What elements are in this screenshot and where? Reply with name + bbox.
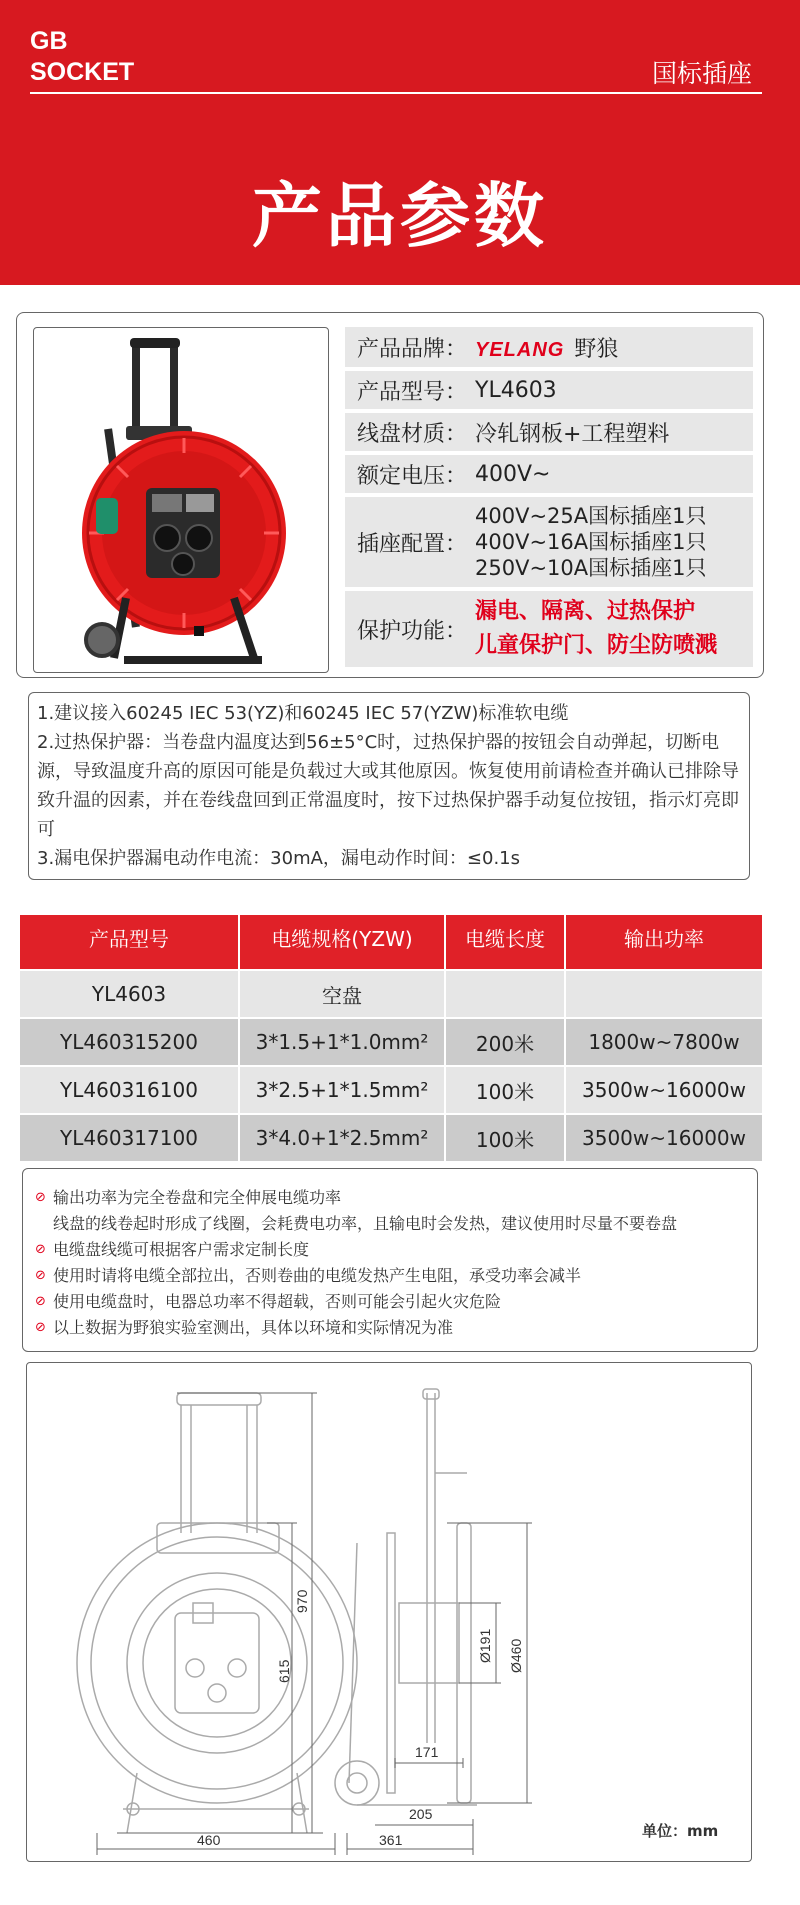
table-cell: 3*4.0+1*2.5mm² (239, 1114, 445, 1162)
table-cell: YL4603 (19, 970, 239, 1018)
header-divider (30, 92, 762, 94)
model-label: 产品型号： (357, 379, 468, 405)
cable-reel-image (34, 328, 329, 673)
protection-value-2: 儿童保护门、防尘防喷溅 (475, 633, 718, 658)
footnote-item (35, 1185, 745, 1211)
dim-970: 970 (294, 1589, 310, 1613)
side-view (335, 1389, 477, 1805)
front-view (77, 1393, 357, 1833)
header-model: 产品型号 (19, 914, 239, 970)
table-cell (445, 970, 565, 1018)
dim-205: 205 (409, 1806, 433, 1822)
footnote-text: 使用电缆盘时，电器总功率不得超载，否则可能会引起火灾危险 (53, 1292, 502, 1311)
material-label: 线盘材质： (357, 421, 468, 447)
footnote-item (35, 1315, 745, 1341)
table-cell: 200米 (445, 1018, 565, 1066)
technical-drawing (26, 1362, 752, 1862)
table-cell: 100米 (445, 1114, 565, 1162)
socket-value-3: 250V~10A国标插座1只 (475, 556, 707, 580)
spec-table (18, 913, 764, 1163)
protection-label: 保护功能： (357, 618, 468, 644)
spec-rows (345, 327, 753, 671)
header-banner (0, 0, 800, 285)
table-cell: 100米 (445, 1066, 565, 1114)
warning-icon: ⊘ (35, 1242, 46, 1257)
table-cell: 3500w~16000w (565, 1114, 763, 1162)
footnote-item (35, 1289, 745, 1315)
warning-icon: ⊘ (35, 1268, 46, 1283)
table-row (19, 1018, 763, 1066)
footnote-subtext: 线盘的线卷起时形成了线圈，会耗费电功率，且输电时会发热，建议使用时尽量不要卷盘 (53, 1214, 678, 1233)
dim-171: 171 (415, 1744, 439, 1760)
warning-icon: ⊘ (35, 1294, 46, 1309)
table-cell: 空盘 (239, 970, 445, 1018)
socket-value-2: 400V~16A国标插座1只 (475, 530, 707, 554)
product-photo (33, 327, 329, 673)
socket-value-1: 400V~25A国标插座1只 (475, 504, 707, 528)
table-cell: YL460315200 (19, 1018, 239, 1066)
table-row (19, 970, 763, 1018)
dimension-drawing (27, 1363, 753, 1863)
dim-460-width: 460 (197, 1832, 221, 1848)
footnote-item (35, 1263, 745, 1289)
dim-191: Ø191 (477, 1628, 493, 1663)
gb-line2: SOCKET (30, 58, 135, 86)
note-2: 2.过热保护器：当卷盘内温度达到56±5°C时，过热保护器的按钮会自动弹起，切断电源，导致温度升高的原因可能是负载过大或其他原因。恢复使用前请检查并确认已排除导致升温的因素，并在卷线盘回到正常温度时，按下过热保护器手动复位按钮，指示灯亮即可 (37, 732, 739, 840)
params-box (16, 312, 764, 678)
notes-box (28, 692, 750, 880)
table-cell: 3*1.5+1*1.0mm² (239, 1018, 445, 1066)
table-header-row (19, 914, 763, 970)
material-value: 冷轧钢板+工程塑料 (475, 421, 670, 447)
socket-values (475, 503, 753, 581)
dim-615: 615 (276, 1659, 292, 1683)
footnote-item (35, 1237, 745, 1263)
brand-value-wrap (475, 332, 753, 363)
footnote-text: 电缆盘线缆可根据客户需求定制长度 (53, 1240, 310, 1259)
brand-value: 野狼 (574, 336, 619, 362)
gb-line1: GB (30, 27, 68, 55)
brand-label: 产品品牌： (357, 336, 468, 362)
socket-label: 插座配置： (357, 531, 468, 557)
dim-361: 361 (379, 1832, 403, 1848)
table-cell: 3500w~16000w (565, 1066, 763, 1114)
unit-label: 单位：mm (642, 1822, 719, 1840)
warning-icon: ⊘ (35, 1190, 46, 1205)
header-output-power: 输出功率 (565, 914, 763, 970)
footnote-text: 输出功率为完全卷盘和完全伸展电缆功率 (53, 1188, 342, 1207)
table-row (19, 1066, 763, 1114)
header-cable-length: 电缆长度 (445, 914, 565, 970)
protection-value-1: 漏电、隔离、过热保护 (475, 599, 696, 624)
table-cell: 1800w~7800w (565, 1018, 763, 1066)
table-row (19, 1114, 763, 1162)
voltage-value: 400V~ (475, 461, 551, 487)
spec-row-model (345, 371, 753, 409)
table-cell (565, 970, 763, 1018)
footnote-text: 使用时请将电缆全部拉出，否则卷曲的电缆发热产生电阻，承受功率会减半 (53, 1266, 582, 1285)
dim-460-diameter: Ø460 (508, 1638, 524, 1673)
page-title: 产品参数 (252, 175, 548, 257)
header-tag: 国标插座 (651, 59, 752, 88)
note-3: 3.漏电保护器漏电动作电流：30mA，漏电动作时间：≤0.1s (37, 848, 521, 869)
protection-values (475, 595, 753, 663)
voltage-label: 额定电压： (357, 463, 468, 489)
gb-socket-label (30, 26, 134, 88)
table-cell: 3*2.5+1*1.5mm² (239, 1066, 445, 1114)
brand-logo: YELANG (475, 338, 565, 361)
footnotes-box (22, 1168, 758, 1352)
spec-row-material (345, 413, 753, 451)
spec-row-protection (345, 591, 753, 667)
spec-row-voltage (345, 455, 753, 493)
header-cable-spec: 电缆规格(YZW) (239, 914, 445, 970)
table-cell: YL460316100 (19, 1066, 239, 1114)
warning-icon: ⊘ (35, 1320, 46, 1335)
spec-row-brand (345, 327, 753, 367)
note-1: 1.建议接入60245 IEC 53(YZ)和60245 IEC 57(YZW)标准软电缆 (37, 703, 569, 724)
spec-row-socket (345, 497, 753, 587)
footnote-text: 以上数据为野狼实验室测出，具体以环境和实际情况为准 (53, 1318, 454, 1337)
model-value: YL4603 (475, 377, 557, 403)
table-cell: YL460317100 (19, 1114, 239, 1162)
